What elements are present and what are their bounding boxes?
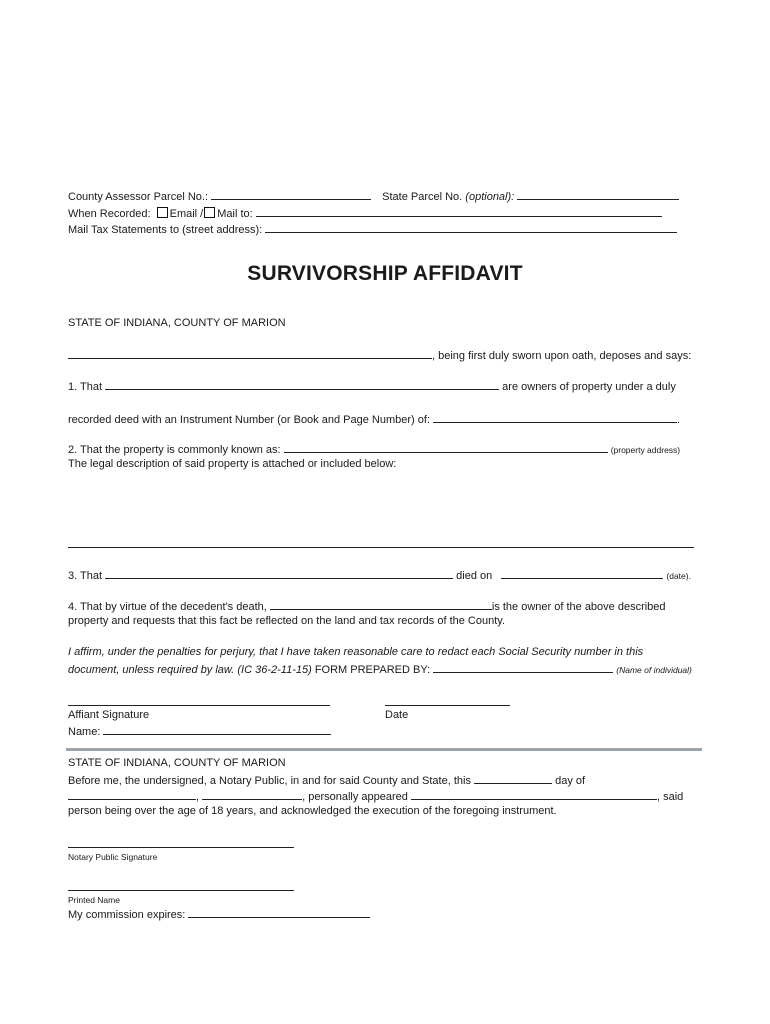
county-parcel-field[interactable] xyxy=(211,188,371,200)
instrument-label: recorded deed with an Instrument Number (or Book and Page Number) of: xyxy=(68,414,430,426)
name-of-individual-note: (Name of individual) xyxy=(616,665,692,675)
appeared-name-field[interactable] xyxy=(411,788,657,800)
affirm-line1: I affirm, under the penalties for perjury, that I have taken reasonable care to redact each Social Security number in this xyxy=(68,646,644,658)
item2-row xyxy=(68,441,680,457)
item1-row xyxy=(68,378,676,394)
printed-name-label: Printed Name xyxy=(68,895,120,905)
property-address-field[interactable] xyxy=(284,441,608,453)
item4-row xyxy=(68,598,666,614)
printed-name-line[interactable] xyxy=(68,890,294,891)
date-label: Date xyxy=(385,709,409,721)
commission-expires-field[interactable] xyxy=(188,906,370,918)
email-label: Email / xyxy=(169,208,204,220)
affiant-signature-line[interactable] xyxy=(68,705,330,706)
name-label: Name: xyxy=(68,726,101,738)
survivor-name-field[interactable] xyxy=(270,598,492,610)
before-me-text: Before me, the undersigned, a Notary Public, in and for said County and State, this xyxy=(68,775,471,787)
commission-row xyxy=(68,906,370,922)
decedent-name-field[interactable] xyxy=(105,567,453,579)
notary-year-field[interactable] xyxy=(202,788,302,800)
mail-tax-label: Mail Tax Statements to (street address): xyxy=(68,224,263,236)
sworn-row xyxy=(68,347,691,363)
owners-field[interactable] xyxy=(105,378,499,390)
preparer-name-field[interactable] xyxy=(433,661,613,673)
name-row xyxy=(68,723,331,739)
email-checkbox[interactable] xyxy=(157,207,168,218)
commission-label: My commission expires: xyxy=(68,909,186,921)
item1-prefix: 1. That xyxy=(68,381,103,393)
county-parcel-label: County Assessor Parcel No.: xyxy=(68,191,209,203)
item1-suffix: are owners of property under a duly xyxy=(502,381,676,393)
death-date-field[interactable] xyxy=(501,567,663,579)
property-address-note: (property address) xyxy=(610,445,681,455)
form-prepared-label: FORM PREPARED BY: xyxy=(314,664,431,676)
sworn-text: , being first duly sworn upon oath, deposes and says: xyxy=(432,350,692,362)
state-parcel-label: State Parcel No. xyxy=(382,191,463,203)
mail-checkbox[interactable] xyxy=(204,207,215,218)
mail-tax-field[interactable] xyxy=(265,221,677,233)
notary-state-county: STATE OF INDIANA, COUNTY OF MARION xyxy=(68,757,286,769)
state-parcel-field[interactable] xyxy=(517,188,679,200)
when-recorded-label: When Recorded: xyxy=(68,208,151,220)
notary-person-line: person being over the age of 18 years, and acknowledged the execution of the foregoing instrument. xyxy=(68,805,557,817)
item4-row2: property and requests that this fact be reflected on the land and tax records of the County. xyxy=(68,615,506,627)
date-note: (date). xyxy=(666,571,691,581)
item3-row xyxy=(68,567,691,583)
instrument-number-field[interactable] xyxy=(433,411,677,423)
when-recorded-row xyxy=(68,205,662,221)
date-signature-line[interactable] xyxy=(385,705,510,706)
comma: , xyxy=(196,791,200,803)
affiant-printed-name-field[interactable] xyxy=(103,723,331,735)
notary-before-row xyxy=(68,772,585,788)
affirm-row2 xyxy=(68,661,692,677)
mail-to-label: Mail to: xyxy=(217,208,253,220)
mail-tax-row xyxy=(68,221,677,237)
affiant-signature-label: Affiant Signature xyxy=(68,709,150,721)
item4-prefix: 4. That by virtue of the decedent's death, xyxy=(68,601,267,613)
section-divider xyxy=(66,748,702,751)
item4-suffix: is the owner of the above described xyxy=(491,601,666,613)
period: . xyxy=(677,414,681,426)
state-county-heading: STATE OF INDIANA, COUNTY OF MARION xyxy=(68,317,286,329)
item1-row2 xyxy=(68,411,680,427)
mail-to-field[interactable] xyxy=(256,205,662,217)
personally-appeared-text: , personally appeared xyxy=(302,791,408,803)
day-of-label: day of xyxy=(555,775,586,787)
county-parcel-row xyxy=(68,188,679,204)
legal-description-label: The legal description of said property is attached or included below: xyxy=(68,458,397,470)
notary-signature-line[interactable] xyxy=(68,847,294,848)
affirm-line2: document, unless required by law. (IC 36-2-11-15) xyxy=(68,664,312,676)
notary-appeared-row xyxy=(68,788,683,804)
notary-signature-label: Notary Public Signature xyxy=(68,852,158,862)
legal-description-line[interactable] xyxy=(68,547,694,548)
document-title: SURVIVORSHIP AFFIDAVIT xyxy=(247,262,523,285)
optional-label: (optional): xyxy=(465,191,515,203)
died-on-label: died on xyxy=(456,570,493,582)
item2-prefix: 2. That the property is commonly known as: xyxy=(68,444,281,456)
said-text: , said xyxy=(656,791,684,803)
item3-prefix: 3. That xyxy=(68,570,103,582)
notary-day-field[interactable] xyxy=(474,772,552,784)
notary-month-field[interactable] xyxy=(68,788,196,800)
affiant-name-field[interactable] xyxy=(68,347,432,359)
